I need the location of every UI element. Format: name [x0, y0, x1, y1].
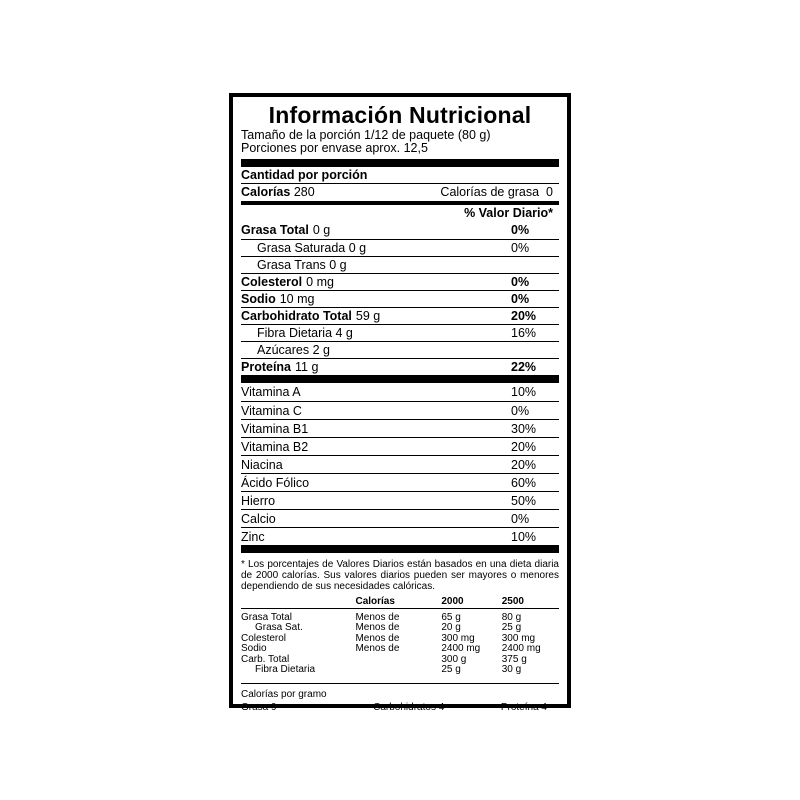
divider-thick	[241, 375, 559, 383]
cal-per-gram-protein: Proteína 4	[500, 701, 547, 713]
label-title: Información Nutricional	[268, 102, 532, 128]
reference-cell: 25 g	[501, 622, 522, 633]
reference-cell: Grasa Total	[241, 611, 292, 623]
reference-row	[241, 665, 559, 676]
nutrient-name: Colesterol	[241, 275, 303, 289]
vitamin-dv: 10%	[511, 385, 537, 399]
reference-cell: 2400 mg	[441, 643, 481, 654]
cal-per-gram-label: Calorías por gramo	[241, 688, 327, 700]
nutrient-amount: 11 g	[295, 360, 319, 374]
nutrient-dv	[511, 342, 559, 358]
cal-per-gram-fat: Grasa 9	[241, 701, 277, 713]
vitamin-dv: 10%	[511, 530, 537, 544]
nutrient-row	[241, 256, 559, 273]
nutrient-name: Carbohidrato Total	[241, 309, 352, 323]
reference-cell: Sodio	[241, 643, 267, 654]
reference-cell	[355, 665, 441, 676]
vitamin-dv: 20%	[511, 440, 537, 454]
nutrient-dv: 0%	[511, 275, 530, 289]
reference-cell: Menos de	[355, 643, 400, 654]
amount-per-serving: Cantidad por porción	[241, 168, 368, 182]
reference-cell: Menos de	[355, 632, 400, 644]
vitamin-row	[241, 527, 559, 545]
nutrient-row	[241, 290, 559, 307]
vitamin-dv: 0%	[511, 512, 530, 526]
vitamin-row	[241, 383, 559, 401]
nutrient-name: Grasa Saturada 0 g	[257, 241, 367, 255]
serving-size: Tamaño de la porción 1/12 de paquete (80 g)	[241, 128, 491, 142]
vitamin-list	[241, 383, 559, 545]
ref-header-2000: 2000	[441, 596, 464, 607]
nutrient-dv: 22%	[511, 360, 537, 374]
reference-header-row	[241, 597, 559, 608]
reference-row	[241, 608, 559, 623]
vitamin-name: Hierro	[241, 494, 276, 508]
nutrient-row	[241, 358, 559, 375]
calories-label: Calorías	[241, 185, 291, 199]
calories-value: 280	[293, 185, 315, 199]
nutrient-row	[241, 273, 559, 290]
nutrient-dv: 20%	[511, 309, 537, 323]
reference-cell: 20 g	[441, 622, 461, 633]
vitamin-row	[241, 437, 559, 455]
reference-table	[241, 597, 559, 676]
nutrient-name: Sodio	[241, 292, 276, 306]
vitamin-name: Ácido Fólico	[241, 476, 310, 490]
nutrient-dv	[511, 257, 559, 273]
nutrient-amount: 10 mg	[279, 292, 315, 306]
nutrient-row	[241, 324, 559, 341]
reference-cell: 300 g	[441, 653, 467, 665]
nutrient-list	[241, 222, 559, 375]
fat-calories-value: 0	[546, 185, 553, 199]
nutrient-row	[241, 341, 559, 358]
reference-cell: Menos de	[355, 611, 400, 623]
reference-cell: 2400 mg	[501, 643, 541, 654]
fat-calories-label: Calorías de grasa	[440, 185, 540, 199]
reference-cell: 300 mg	[441, 632, 475, 644]
nutrient-dv: 0%	[511, 223, 530, 237]
nutrient-amount: 0 g	[312, 223, 331, 237]
reference-row	[241, 644, 559, 655]
vitamin-row	[241, 491, 559, 509]
vitamin-name: Calcio	[241, 512, 276, 526]
nutrition-facts-label	[229, 93, 571, 713]
reference-cell: 80 g	[501, 611, 522, 623]
vitamin-dv: 20%	[511, 458, 537, 472]
ref-header-calories: Calorías	[355, 596, 395, 607]
vitamin-name: Niacina	[241, 458, 283, 472]
cal-per-gram-row	[241, 701, 559, 714]
calories-row	[241, 184, 559, 201]
divider-thick	[241, 159, 559, 167]
nutrient-row	[241, 239, 559, 256]
reference-cell: 375 g	[501, 653, 527, 665]
nutrient-name: Fibra Dietaria 4 g	[257, 326, 353, 340]
servings-per-container: Porciones por envase aprox. 12,5	[241, 141, 428, 155]
reference-cell: Grasa Sat.	[255, 622, 303, 633]
reference-cell: Carb. Total	[241, 653, 290, 665]
vitamin-row	[241, 509, 559, 527]
reference-row	[241, 623, 559, 634]
cal-per-gram-carb: Carbohidratos 4	[373, 701, 445, 713]
vitamin-dv: 50%	[511, 494, 537, 508]
reference-cell	[355, 655, 441, 666]
reference-cell: 25 g	[441, 664, 461, 675]
nutrient-name: Grasa Trans 0 g	[257, 258, 347, 272]
vitamin-row	[241, 473, 559, 491]
divider	[241, 683, 559, 684]
reference-cell: 300 mg	[501, 632, 536, 644]
reference-cell: Fibra Dietaria	[255, 664, 316, 675]
divider-thick	[241, 545, 559, 553]
vitamin-name: Vitamina A	[241, 385, 301, 399]
reference-cell: Colesterol	[241, 632, 287, 644]
nutrient-amount: 59 g	[355, 309, 381, 323]
reference-cell: 30 g	[501, 664, 522, 675]
ref-header-2500: 2500	[501, 596, 524, 607]
dv-header: % Valor Diario*	[464, 206, 553, 220]
footnote: * Los porcentajes de Valores Diarios están basados en una dieta diaria de 2000 calorías. Sus valores diarios pueden ser mayores o menores dependiendo de sus necesidades calóricas.	[241, 559, 559, 592]
nutrient-name: Azúcares 2 g	[257, 343, 330, 357]
nutrient-row	[241, 222, 559, 239]
nutrient-dv: 0%	[511, 292, 530, 306]
vitamin-name: Vitamina B1	[241, 422, 309, 436]
vitamin-name: Zinc	[241, 530, 265, 544]
nutrient-dv: 0%	[511, 241, 530, 255]
vitamin-dv: 0%	[511, 404, 530, 418]
reference-cell: 65 g	[441, 611, 461, 623]
vitamin-name: Vitamina C	[241, 404, 302, 418]
vitamin-name: Vitamina B2	[241, 440, 309, 454]
vitamin-dv: 60%	[511, 476, 537, 490]
vitamin-row	[241, 419, 559, 437]
nutrient-amount: 0 mg	[306, 275, 334, 289]
nutrient-row	[241, 307, 559, 324]
nutrient-name: Grasa Total	[241, 223, 309, 237]
nutrient-name: Proteína	[241, 360, 292, 374]
vitamin-row	[241, 455, 559, 473]
nutrient-dv: 16%	[511, 326, 537, 340]
vitamin-row	[241, 401, 559, 419]
vitamin-dv: 30%	[511, 422, 537, 436]
reference-cell: Menos de	[355, 622, 400, 633]
reference-body	[241, 608, 559, 676]
